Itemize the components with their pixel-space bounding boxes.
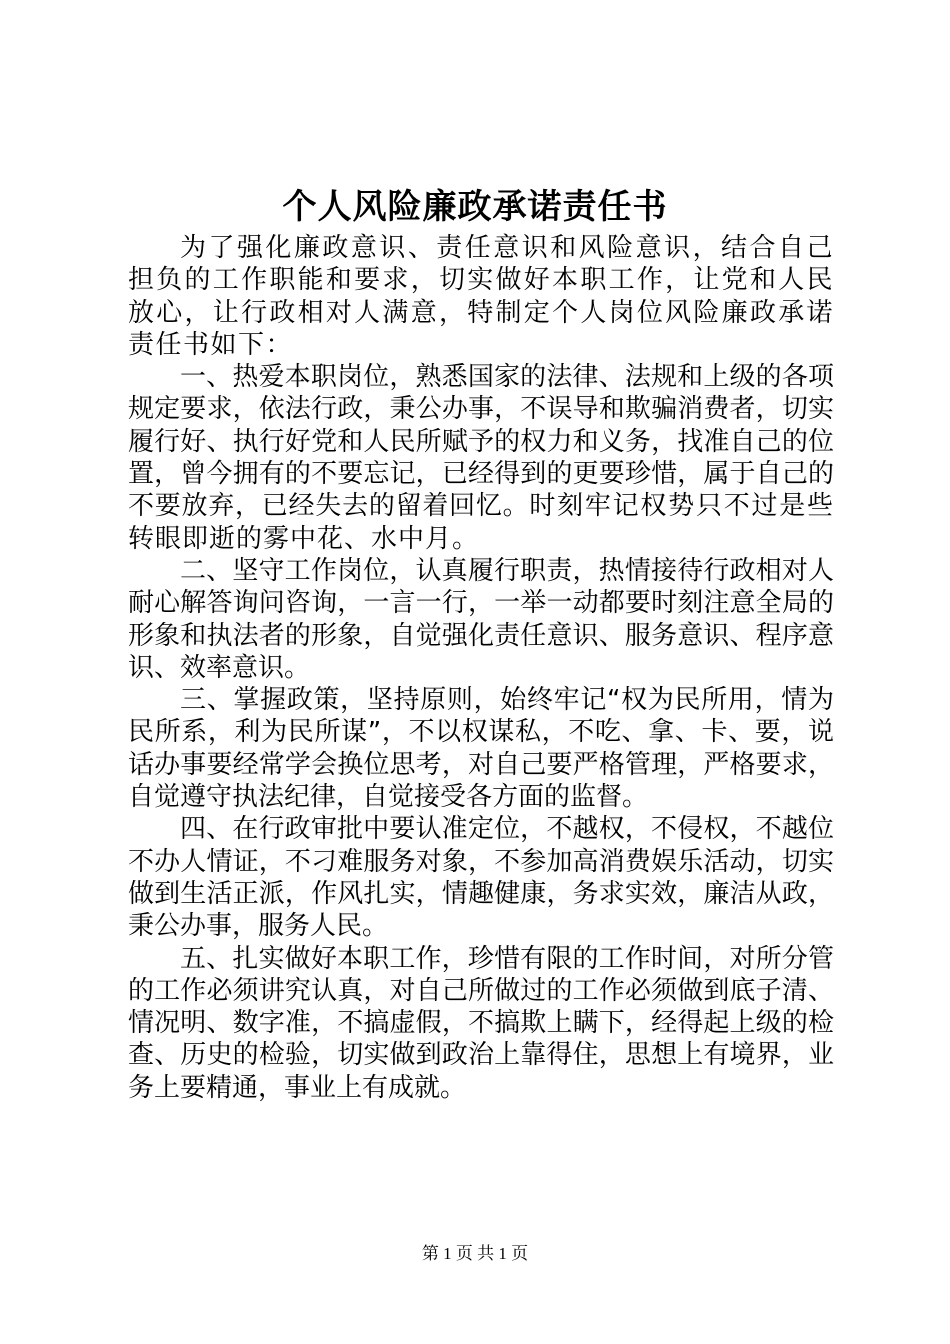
document-title: 个人风险廉政承诺责任书: [282, 187, 668, 227]
item-1-tail-text: 时刻牢记权势只不过是些转眼即逝的雾中花、水中月。: [128, 491, 834, 554]
item-3-paragraph: 三、掌握政策，坚持原则，始终牢记“权为民所用，情为民所系，利为民所谋”，不以权谋私，不吃、拿、卡、要，说话办事要经常学会换位思考，对自己要严格管理，严格要求，自觉遵守执法纪律，自觉接受各方面的监督。: [128, 685, 834, 813]
page-number-footer: 第 1 页 共 1 页: [421, 1244, 529, 1263]
item-5-paragraph: 五、扎实做好本职工作，珍惜有限的工作时间，对所分管的工作必须讲究认真，对自己所做过的工作必须做到底子清、情况明、数字准，不搞虚假，不搞欺上瞒下，经得起上级的检查、历史的检验，切实做到政治上靠得住，思想上有境界，业务上要精通，事业上有成就。: [128, 943, 834, 1103]
item-1-main-text: 一、热爱本职岗位，熟悉国家的法律、法规和上级的各项规定要求，依法行政，秉公办事，不误导和欺骗消费者，切实履行好、执行好党和人民所赋予的权力和义务，找准自己的位置，曾今拥有的不要忘记，已经得到的更要珍惜，属于自己的不要放弃，已经失去的留着回忆。: [128, 362, 834, 522]
intro-paragraph: 为了强化廉政意识、责任意识和风险意识，结合自己担负的工作职能和要求，切实做好本职工作，让党和人民放心，让行政相对人满意，特制定个人岗位风险廉政承诺责任书如下：: [128, 233, 834, 360]
item-2-paragraph: 二、坚守工作岗位，认真履行职责，热情接待行政相对人耐心解答询问咨询，一言一行，一举一动都要时刻注意全局的形象和执法者的形象，自觉强化责任意识、服务意识、程序意识、效率意识。: [128, 555, 834, 683]
item-1-paragraph: [128, 361, 834, 555]
document-body: [128, 232, 834, 1104]
item-4-paragraph: 四、在行政审批中要认准定位，不越权，不侵权，不越位不办人情证，不刁难服务对象，不参加高消费娱乐活动，切实做到生活正派，作风扎实，情趣健康，务求实效，廉洁从政，秉公办事，服务人民。: [128, 814, 834, 942]
